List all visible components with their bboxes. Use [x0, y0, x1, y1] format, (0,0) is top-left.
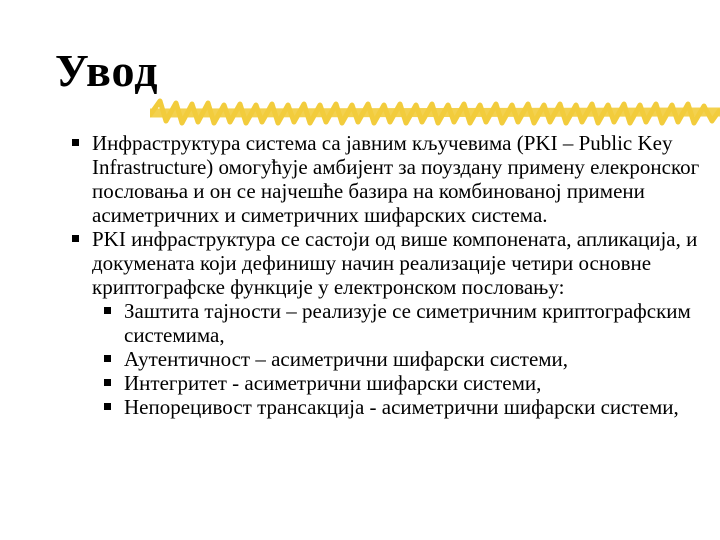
sub-bullet-item	[100, 299, 708, 347]
bullet-text: PKI инфраструктура се састоји од више компонената, апликација, и докумената који дефинишу начин реализације четири основне криптографске функције у електронском пословању:	[92, 227, 698, 299]
square-bullet-icon	[100, 371, 114, 395]
square-bullet-icon	[68, 227, 82, 251]
sub-bullet-item	[100, 347, 708, 371]
sub-bullet-item	[100, 395, 708, 419]
sub-bullet-text: Интегритет - асиметрични шифарски системи,	[124, 371, 542, 395]
bullet-item	[68, 131, 708, 227]
brushstroke-core	[150, 112, 720, 113]
bullet-list	[68, 131, 708, 419]
sub-bullet-text: Заштита тајности – реализује се симетричним криптографским системима,	[124, 299, 691, 347]
slide-title: Увод	[55, 45, 159, 96]
bullet-item	[68, 227, 708, 299]
sub-bullet-text: Аутентичност – асиметрични шифарски системи,	[124, 347, 569, 371]
square-bullet-icon	[100, 395, 114, 419]
sub-bullet-text: Непорецивост трансакција - асиметрични шифарски системи,	[124, 395, 679, 419]
square-bullet-icon	[100, 347, 114, 371]
bullet-text: Инфраструктура система са јавним кључевима (PKI – Public Key Infrastructure) омогућује амбијент за поуздану примену елекронског пословања и он се најчешће базира на комбинованој примени асиметричних и симетричних шифарских система.	[92, 131, 700, 227]
square-bullet-icon	[100, 299, 114, 323]
sub-bullet-item	[100, 371, 708, 395]
square-bullet-icon	[68, 131, 82, 155]
title-underline-brushstroke	[150, 95, 720, 131]
